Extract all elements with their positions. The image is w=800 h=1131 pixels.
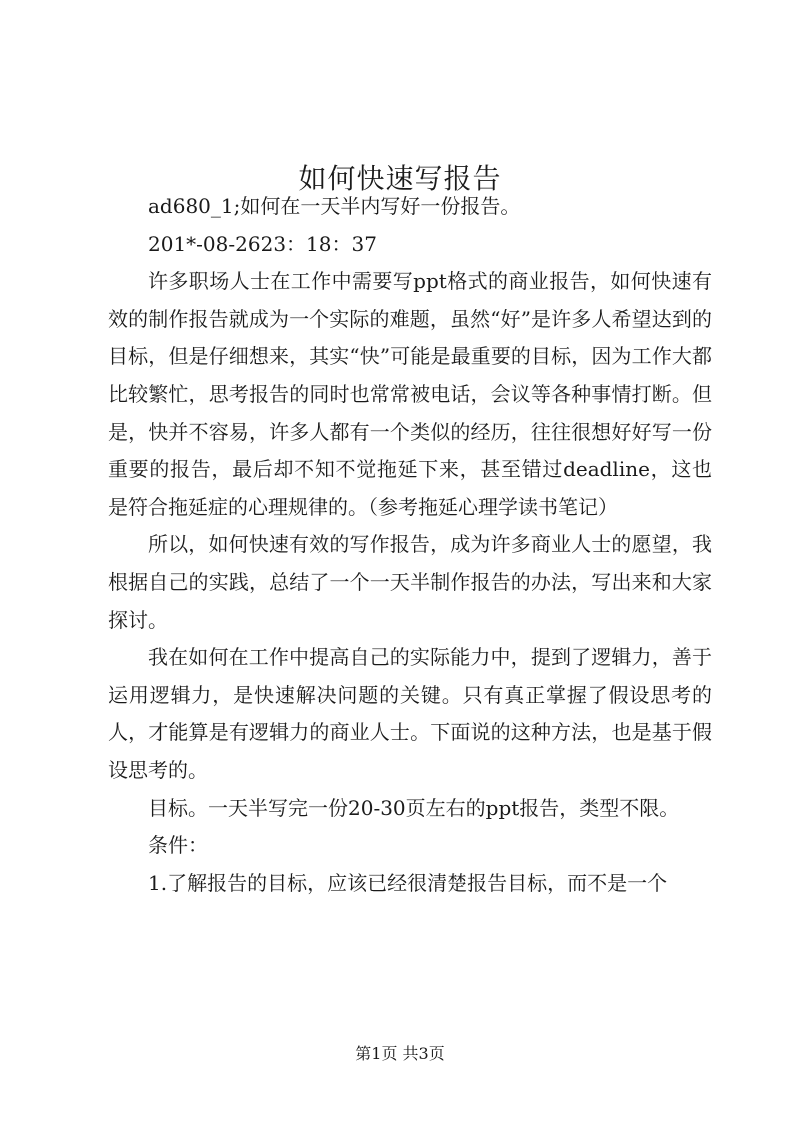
paragraph-purpose: 所以，如何快速有效的写作报告，成为许多商业人士的愿望，我根据自己的实践，总结了一个一天半制作报告的办法，写出来和大家探讨。 [108, 532, 712, 632]
paragraph-conditions-heading: 条件： [148, 833, 208, 858]
paragraph-goal: 目标。一天半写完一份20-30页左右的ppt报告，类型不限。 [148, 795, 680, 820]
document-title: 如何快速写报告 [298, 161, 502, 195]
page-footer: 第1页 共3页 [355, 1044, 445, 1063]
paragraph-logic: 我在如何在工作中提高自己的实际能力中，提到了逻辑力，善于运用逻辑力，是快速解决问题的关键。只有真正掌握了假设思考的人，才能算是有逻辑力的商业人士。下面说的这种方法，也是基于假设思考的。 [108, 645, 712, 782]
paragraph-timestamp: 201*-08-2623：18：37 [148, 231, 377, 256]
paragraph-condition-1: 1.了解报告的目标，应该已经很清楚报告目标，而不是一个 [148, 870, 668, 895]
paragraph-metadata: ad680_1;如何在一天半内写好一份报告。 [148, 194, 521, 218]
paragraph-intro: 许多职场人士在工作中需要写ppt格式的商业报告，如何快速有效的制作报告就成为一个实际的难题，虽然“好”是许多人希望达到的目标，但是仔细想来，其实“快”可能是最重要的目标，因为工作大都比较繁忙，思考报告的同时也常常被电话，会议等各种事情打断。但是，快并不容易，许多人都有一个类似的经历，往往很想好好写一份重要的报告，最后却不知不觉拖延下来，甚至错过deadline，这也是符合拖延症的心理规律的。（参考拖延心理学读书笔记） [108, 269, 712, 519]
document-body [108, 188, 712, 902]
